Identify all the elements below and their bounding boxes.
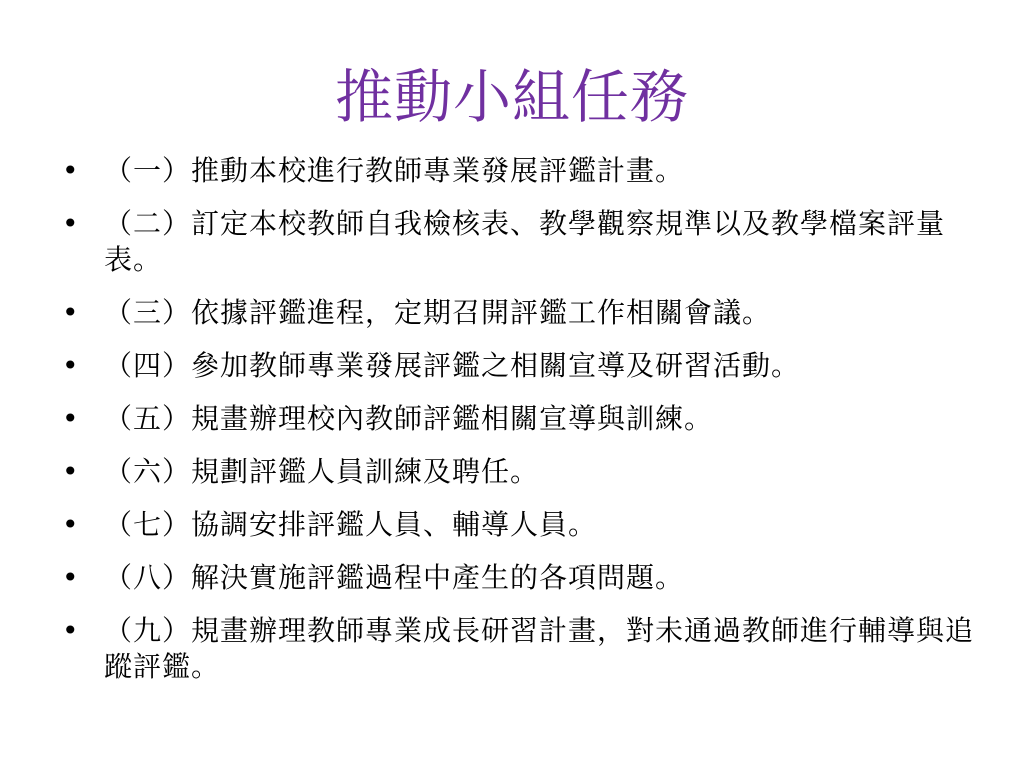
bullet-icon: • [62, 614, 80, 647]
list-item [58, 348, 998, 384]
task-list [58, 153, 998, 702]
bullet-icon: • [62, 154, 80, 187]
list-item-text: （五）規畫辦理校內教師評鑑相關宣導與訓練。 [104, 402, 714, 435]
bullet-icon: • [62, 508, 80, 541]
list-item-text: （六）規劃評鑑人員訓練及聘任。 [104, 455, 540, 488]
list-item [58, 295, 998, 331]
bullet-icon: • [62, 561, 80, 594]
bullet-icon: • [62, 349, 80, 382]
slide-title: 推動小組任務 [334, 65, 689, 130]
list-item [58, 401, 998, 437]
list-item [58, 560, 998, 596]
list-item [58, 613, 998, 685]
list-item [58, 507, 998, 543]
list-item-text: （八）解決實施評鑑過程中產生的各項問題。 [104, 561, 685, 594]
bullet-icon: • [62, 296, 80, 329]
bullet-icon: • [62, 207, 80, 240]
list-item-text: （九）規畫辦理教師專業成長研習計畫，對未通過教師進行輔導與追蹤評鑑。 [104, 614, 975, 683]
bullet-icon: • [62, 455, 80, 488]
list-item-text: （三）依據評鑑進程，定期召開評鑑工作相關會議。 [104, 296, 772, 329]
list-item-text: （七）協調安排評鑑人員、輔導人員。 [104, 508, 598, 541]
list-item [58, 153, 998, 189]
list-item-text: （一）推動本校進行教師專業發展評鑑計畫。 [104, 154, 685, 187]
list-item-text: （四）參加教師專業發展評鑑之相關宣導及研習活動。 [104, 349, 801, 382]
list-item-text: （二）訂定本校教師自我檢核表、教學觀察規準以及教學檔案評量表。 [104, 207, 946, 276]
bullet-icon: • [62, 402, 80, 435]
list-item [58, 454, 998, 490]
list-item [58, 206, 998, 278]
